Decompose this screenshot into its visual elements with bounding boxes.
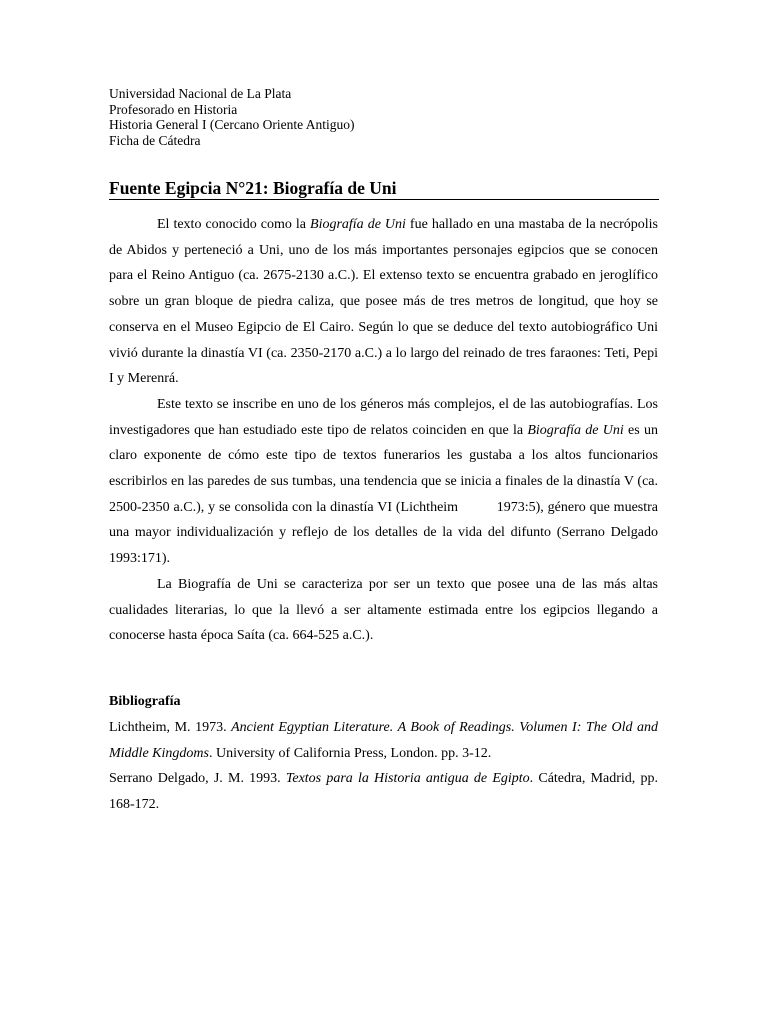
bibliography-list bbox=[109, 715, 658, 818]
header-sheet-type: Ficha de Cátedra bbox=[109, 132, 201, 148]
paragraph-3: La Biografía de Uni se caracteriza por ser un texto que posee una de las más altas cualidades literarias, lo que la llevó a ser altamente estimada entre los egipcios llegando a conocerse hasta época Saíta (ca. 664-525 a.C.). bbox=[109, 576, 658, 644]
ref2-author-year: Serrano Delgado, J. M. 1993. bbox=[109, 771, 286, 787]
ref1-publisher: . University of California Press, London. pp. 3-12. bbox=[208, 745, 492, 761]
paragraph-1-text-a: El texto conocido como la bbox=[157, 217, 311, 232]
paragraph-1-text-b: fue hallado en una mastaba de la necrópolis de Abidos y perteneció a Uni, uno de los más importantes personajes egipcios que se conocen para el Reino Antiguo (ca. 2675-2130 a.C.). El extenso texto se encuentra grabado en jeroglífico sobre un gran bloque de piedra caliza, que posee más de tres metros de longitud, que hoy se conserva en el Museo Egipcio de El Cairo. Según lo que se deduce del texto autobiográfico Uni vivió durante la dinastía VI (ca. 2350-2170 a.C.) a lo largo del reinado de tres faraones: Teti, Pepi I y Merenrá. bbox=[109, 217, 659, 387]
header-university: Universidad Nacional de La Plata bbox=[109, 86, 292, 101]
paragraph-1 bbox=[109, 212, 658, 392]
header-course: Historia General I (Cercano Oriente Antiguo) bbox=[109, 117, 355, 132]
bibliography-entry bbox=[109, 766, 658, 817]
paragraph-1-italic-title: Biografía de Uni bbox=[310, 217, 406, 232]
ref1-title: Ancient Egyptian Literature. A Book of Readings. Volumen I: The Old and Middle Kingdoms bbox=[109, 720, 658, 761]
header-program: Profesorado en Historia bbox=[109, 101, 238, 117]
bibliography-heading: Bibliografía bbox=[109, 694, 181, 709]
document-header bbox=[109, 86, 669, 148]
bibliography-entry bbox=[109, 715, 658, 766]
ref1-author-year: Lichtheim, M. 1973. bbox=[109, 720, 232, 735]
document-body bbox=[109, 212, 658, 649]
page-title: Fuente Egipcia N°21: Biografía de Uni bbox=[109, 178, 659, 200]
paragraph-2 bbox=[109, 392, 658, 572]
paragraph-2-text-a: Este texto se inscribe en uno de los géneros más complejos, el de las autobiografías. Los investigadores que han estudiado este tipo de relatos coinciden en que la bbox=[109, 396, 658, 438]
paragraph-2-italic-title: Biografía de Uni bbox=[527, 422, 624, 438]
ref2-title: Textos para la Historia antigua de Egipto bbox=[285, 771, 530, 787]
paragraph-2-text-b: es un claro exponente de cómo este tipo de textos funerarios les gustaba a los altos funcionarios escribirlos en las paredes de sus tumbas, una tendencia que se inicia a finales de la dinastía V (ca. 2500-2350 a.C.), y se consolida con la dinastía VI (Lichtheim 1973:5), género que muestra una mayor individualización y reflejo de los detalles de la vida del difunto (Serrano Delgado 1993:171). bbox=[109, 422, 658, 567]
ref2-publisher: . Cátedra, Madrid, pp. 168-172. bbox=[109, 771, 658, 813]
